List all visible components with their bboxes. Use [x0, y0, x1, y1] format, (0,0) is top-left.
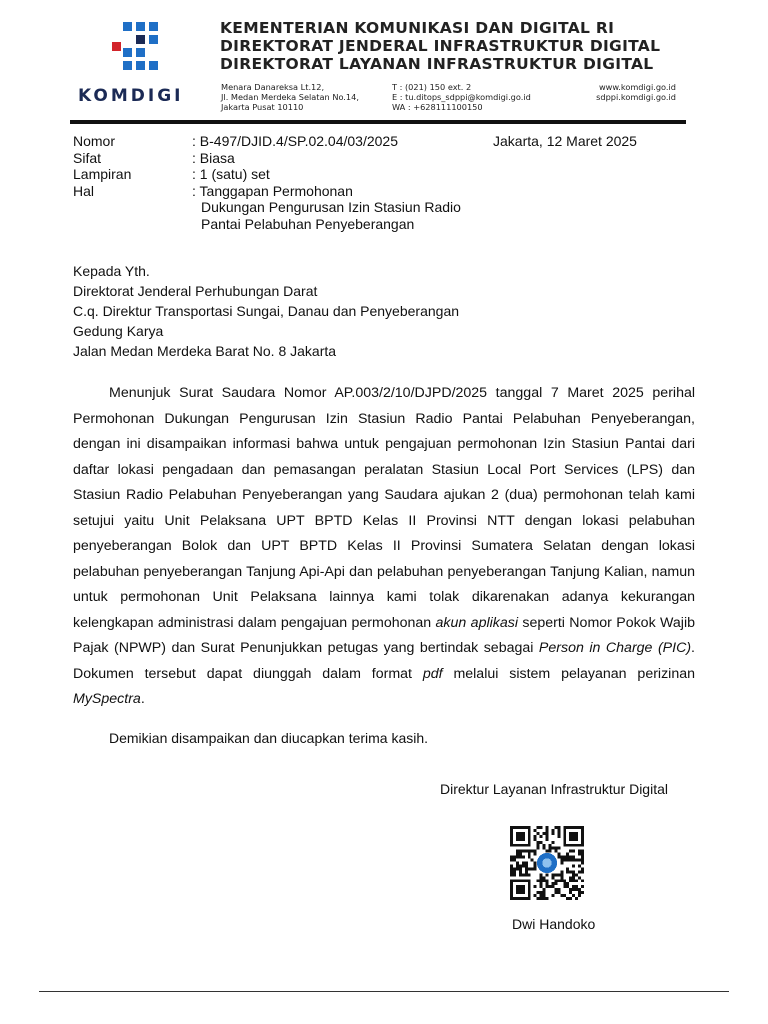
- body-text: melalui sistem pelayanan perizinan: [442, 665, 695, 682]
- closing-paragraph: Demikian disampaikan dan diucapkan terima kasih.: [109, 730, 429, 746]
- value-lampiran: : 1 (satu) set: [192, 166, 270, 182]
- body-paragraph: [73, 381, 695, 713]
- recipient-block: [73, 261, 459, 361]
- komdigi-logo-mark: [78, 18, 210, 84]
- meta-labels: [73, 133, 131, 199]
- body-emphasis: Person in Charge (PIC): [538, 640, 692, 656]
- body-text: seperti Nomor Pokok Wajib Pajak (NPWP) dan Surat Penunjukkan petugas yang bertindak sebagai: [73, 614, 695, 656]
- body-emphasis: MySpectra: [73, 691, 141, 707]
- office-websites: [592, 82, 676, 102]
- komdigi-logo: [78, 18, 208, 108]
- recipient-line: C.q. Direktur Transportasi Sungai, Danau dan Penyeberangan: [73, 303, 460, 319]
- label-nomor: Nomor: [73, 133, 116, 149]
- website-sdppi: sdppi.komdigi.go.id: [596, 92, 676, 102]
- value-hal-line-1: : Tanggapan Permohonan: [192, 182, 353, 199]
- body-text: .: [140, 691, 145, 707]
- qr-code-signature: [510, 826, 584, 900]
- contact-whatsapp: WA : +628111100150: [392, 102, 483, 112]
- signatory-name: Dwi Handoko: [512, 916, 596, 932]
- label-sifat: Sifat: [73, 149, 102, 166]
- recipient-line: Gedung Karya: [73, 323, 164, 339]
- body-emphasis: pdf: [422, 665, 443, 682]
- meta-values: [192, 133, 461, 232]
- contact-email: E : tu.ditops_sdppi@komdigi.go.id: [392, 92, 531, 102]
- address-line: Jakarta Pusat 10110: [221, 102, 304, 112]
- address-line: Menara Danareksa Lt.12,: [221, 82, 325, 92]
- address-line: Jl. Medan Merdeka Selatan No.14,: [221, 92, 359, 102]
- value-hal-line-2: Dukungan Pengurusan Izin Stasiun Radio: [201, 199, 461, 215]
- office-contact: [392, 82, 531, 112]
- body-emphasis: akun aplikasi: [435, 614, 518, 631]
- label-hal: Hal: [73, 182, 95, 199]
- value-nomor: : B-497/DJID.4/SP.02.04/03/2025: [192, 133, 398, 149]
- org-line-ministry: KEMENTERIAN KOMUNIKASI DAN DIGITAL RI: [220, 19, 615, 37]
- website-main: www.komdigi.go.id: [598, 82, 676, 92]
- signatory-title: Direktur Layanan Infrastruktur Digital: [440, 781, 668, 797]
- org-line-directorate-general: DIREKTORAT JENDERAL INFRASTRUKTUR DIGITAL: [220, 37, 661, 55]
- recipient-line: Kepada Yth.: [73, 263, 150, 279]
- label-lampiran: Lampiran: [73, 166, 132, 182]
- recipient-line: Jalan Medan Merdeka Barat No. 8 Jakarta: [73, 343, 337, 359]
- letterhead-divider: [70, 120, 686, 124]
- letter-date: Jakarta, 12 Maret 2025: [493, 133, 637, 149]
- logo-wordmark: KOMDIGI: [78, 86, 184, 106]
- value-sifat: : Biasa: [192, 149, 235, 166]
- recipient-line: Direktorat Jenderal Perhubungan Darat: [73, 283, 318, 299]
- contact-phone: T : (021) 150 ext. 2: [392, 82, 472, 92]
- body-text: Menunjuk Surat Saudara Nomor AP.003/2/10/DJPD/2025 tanggal 7 Maret 2025 perihal Permohonan Dukungan Pengurusan Izin Stasiun Radio Pantai Pelabuhan Penyeberangan, dengan ini disampaikan informasi bahwa untuk pengajuan permohonan Izin Stasiun Pantai dari daftar lokasi pengadaan dan pemasangan peralatan Stasiun Local Port Services (LPS) dan Stasiun Radio Pelabuhan Penyeberangan yang Saudara ajukan 2 (dua) permohonan telah kami setujui yaitu Unit Pelaksana UPT BPTD Kelas II Provinsi NTT dengan lokasi pelabuhan penyeberangan Bolok dan UPT BPTD Kelas II Provinsi Sumatera Selatan dengan lokasi pelabuhan penyeberangan Tanjung Api-Api dan pelabuhan penyeberangan Tanjung Kalian, namun untuk permohonan Unit Pelaksana lainnya kami tolak dikarenakan adanya kekurangan kelengkapan administrasi dalam pengajuan permohonan: [73, 385, 695, 631]
- value-hal-line-3: Pantai Pelabuhan Penyeberangan: [201, 215, 415, 232]
- org-line-directorate: DIREKTORAT LAYANAN INFRASTRUKTUR DIGITAL: [220, 55, 654, 73]
- footer-divider: [39, 991, 729, 992]
- qr-code-graphic: [510, 826, 584, 900]
- body-text: . Dokumen tersebut dapat diunggah dalam format: [73, 640, 695, 682]
- office-address: [221, 82, 359, 112]
